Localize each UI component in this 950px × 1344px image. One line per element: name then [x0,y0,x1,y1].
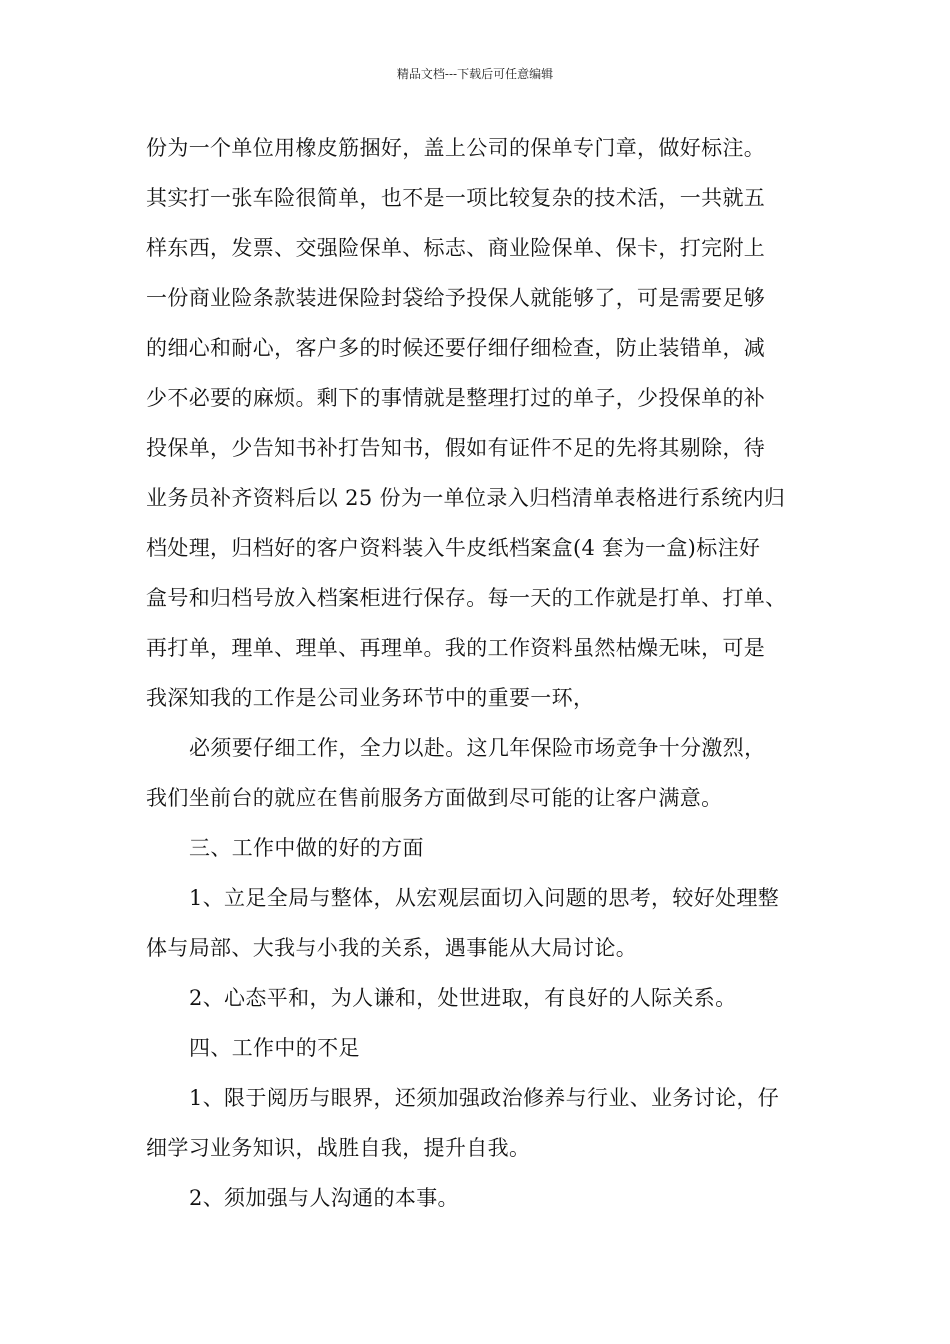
body-text-line: 投保单，少告知书补打告知书，假如有证件不足的先将其剔除，待 [146,436,766,460]
body-text-line: 再打单，理单、理单、再理单。我的工作资料虽然枯燥无味，可是 [146,636,766,660]
list-item: 2、心态平和，为人谦和，处世进取，有良好的人际关系。 [189,986,737,1010]
body-text-line: 细学习业务知识，战胜自我，提升自我。 [146,1136,531,1160]
body-text-line: 档处理，归档好的客户资料装入牛皮纸档案盒(4 套为一盒)标注好 [146,536,761,560]
body-text-line: 我们坐前台的就应在售前服务方面做到尽可能的让客户满意。 [146,786,723,810]
list-item-first-line: 1、立足全局与整体，从宏观层面切入问题的思考，较好处理整 [189,886,780,910]
list-item-first-line: 1、限于阅历与眼界，还须加强政治修养与行业、业务讨论，仔 [189,1086,780,1110]
body-text-line: 样东西，发票、交强险保单、标志、商业险保单、保卡，打完附上 [146,236,766,260]
body-text-line: 我深知我的工作是公司业务环节中的重要一环， [146,686,595,710]
page-header: 精品文档---下载后可任意编辑 [396,67,554,81]
body-text-line: 体与局部、大我与小我的关系，遇事能从大局讨论。 [146,936,638,960]
body-text-line: 的细心和耐心，客户多的时候还要仔细仔细检查，防止装错单，减 [146,336,766,360]
body-text-line: 一份商业险条款装进保险封袋给予投保人就能够了，可是需要足够 [146,286,766,310]
body-text-line: 份为一个单位用橡皮筋捆好，盖上公司的保单专门章，做好标注。 [146,136,766,160]
body-text-line: 业务员补齐资料后以 25 份为一单位录入归档清单表格进行系统内归 [146,486,786,510]
list-item: 2、须加强与人沟通的本事。 [189,1186,459,1210]
section-heading: 四、工作中的不足 [189,1036,360,1060]
body-text-line: 盒号和归档号放入档案柜进行保存。每一天的工作就是打单、打单、 [146,586,787,610]
section-heading: 三、工作中做的好的方面 [189,836,424,860]
paragraph-first-line: 必须要仔细工作，全力以赴。这几年保险市场竞争十分激烈， [189,736,766,760]
body-text-line: 少不必要的麻烦。剩下的事情就是整理打过的单子，少投保单的补 [146,386,766,410]
body-text-line: 其实打一张车险很简单，也不是一项比较复杂的技术活，一共就五 [146,186,766,210]
